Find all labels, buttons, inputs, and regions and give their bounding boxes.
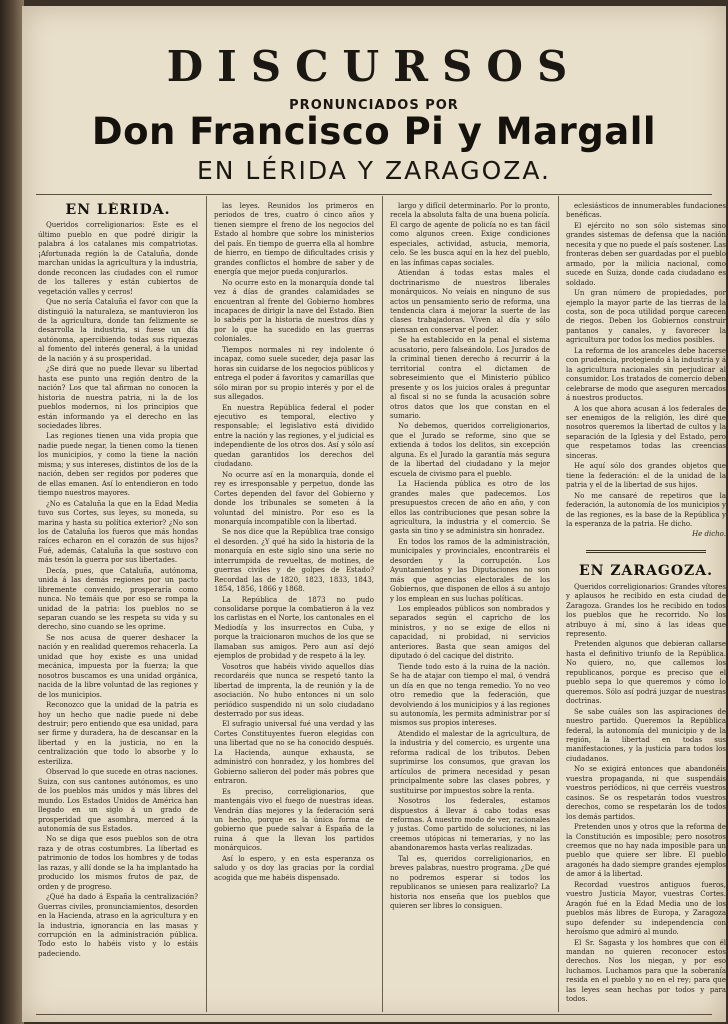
column-3 — [390, 202, 550, 1014]
paragraph: No se diga que esos pueblos son de otra raza y de otras costumbres. La libertad es patrimonio de todos los hombres y de todas las razas, y allí donde se la ha implantado ha producido los mismos frutos de paz, de orden y de progreso. — [38, 835, 198, 891]
subtitle: PRONUNCIADOS POR — [289, 98, 459, 113]
paragraph: Tal es, queridos correligionarios, en breves palabras, nuestro programa. ¿De qué no podremos esperar si todos los republicanos se uniesen para realizarlo? La historia nos enseña que los pueblos que quieren ser libres lo consiguen. — [390, 854, 550, 911]
paragraph: No debemos, queridos correligionarios, que el Jurado se reforme, sino que se extienda á todos los delitos, sin excepción alguna. Es el Jurado la garantía más segura de la libertad del ciudadano y la mejor escuela de civismo para el pueblo. — [390, 422, 550, 478]
column-divider — [382, 196, 383, 1012]
paragraph: En nuestra República federal el poder ejecutivo es temporal, electivo y responsable; el legislativo está dividido entre la nación y las regiones, y el judicial es independiente de los otros dos. Así y sólo así quedan garantidos los derechos del ciudadano. — [214, 403, 374, 469]
header-rule — [36, 194, 712, 195]
paragraph: No se exigirá entonces que abandonéis vuestra propaganda, ni que suspendáis vuestros periódicos, ni que cerréis vuestros casinos. Se os respetarán todos vuestros derechos, como se respetarán los de todos los demás partidos. — [566, 765, 726, 821]
paragraph: Se sabe cuáles son las aspiraciones de nuestro partido. Queremos la República federal, la autonomía del municipio y de la región, la libertad en todas sus manifestaciones, y la justicia para todos los ciudadanos. — [566, 707, 726, 763]
paragraph: A los que ahora acusan á los federales de ser enemigos de la religión, les diré que nosotros queremos la libertad de cultos y la separación de la Iglesia y del Estado, pero que respetamos todas las creencias sinceras. — [566, 404, 726, 460]
paragraph: La República de 1873 no pudo consolidarse porque la combatieron á la vez los carlistas en el Norte, los cantonales en el Mediodía y los insurrectos en Cuba, y porque la traicionaron muchos de los que se llamaban sus amigos. Pero aun así dejó ejemplos de probidad y de respeto á la ley. — [214, 595, 374, 661]
paragraph: Atendido el malestar de la agricultura, de la industria y del comercio, es urgente una reforma radical de los tributos. Deben suprimirse los consumos, que gravan los artículos de primera necesidad y pesan principalmente sobre las clases pobres, y sustituirse por impuestos sobre la renta. — [390, 729, 550, 795]
places-line: EN LÉRIDA Y ZARAGOZA. — [196, 156, 552, 185]
paragraph: El sufragio universal fué una verdad y las Cortes Constituyentes fueron elegidas con una libertad que no se ha conocido después. La Hacienda, aunque exhausta, se administró con honradez, y los hombres del Gobierno salieron del poder más pobres que entraron. — [214, 720, 374, 786]
paragraph: eclesiásticos de innumerables fundaciones benéficas. — [566, 202, 726, 220]
paragraph: Pretenden algunos que debieran callarse hasta el definitivo triunfo de la República. No quiero, no, que callemos los republicanos, porque es preciso que el pueblo sepa lo que queremos y cómo lo queremos. Sólo así podrá juzgar de nuestras doctrinas. — [566, 640, 726, 706]
masthead — [22, 6, 726, 196]
paragraph: No ocurre así en la monarquía, donde el rey es irresponsable y perpetuo, donde las Cortes dependen del favor del Gobierno y donde los tribunales se someten á la voluntad del ministro. Por eso es la monarquía incompatible con la libertad. — [214, 470, 374, 526]
paragraph: La reforma de los aranceles debe hacerse con prudencia, protegiendo á la industria y á la agricultura nacionales sin perjudicar al consumidor. Los tratados de comercio deben celebrarse de modo que aseguren mercados á nuestros productos. — [566, 346, 726, 403]
footer-rule — [36, 1014, 712, 1015]
paragraph: Queridos correligionarios: Grandes vítores y aplausos he recibido en esta ciudad de Zaragoza. Grandes los he recibido en todos los pueblos que he recorrido. No los atribuyo á mí, sino á las ideas que represento. — [566, 582, 726, 639]
paragraph: Nosotros los federales, estamos dispuestos á llevar á cabo todas esas reformas. A nuestro modo de ver, racionales y justas. Como partido de soluciones, ni las creemos utópicas ni temerarias, y no las abandonaremos hasta verlas realizadas. — [390, 797, 550, 853]
column-divider — [206, 196, 207, 1012]
paragraph: ¿Se dirá que no puede llevar su libertad hasta ese punto una región dentro de la nación? Los que tal afirman no conocen la historia de nuestra patria, ni la de los pueblos modernos, ni los principios que están informando ya el derecho en las sociedades libres. — [38, 365, 198, 430]
paragraph: Pretenden unos y otros que la reforma de la Constitución es imposible; pero nosotros creemos que no hay nada imposible para un pueblo que quiere ser libre. El pueblo aragonés ha dado siempre grandes ejemplos de amor á la libertad. — [566, 823, 726, 879]
paragraph: Queridos correligionarios: Este es el último pueblo en que podré dirigir la palabra á los catalanes mis compatriotas. ¡Afortunada región la de Cataluña, donde marchan unidas la agricultura y la industria, donde reconcen las ciudades con el rumor de los talleres y están cubiertos de vegetación valles y cerros! — [38, 221, 198, 296]
paragraph: ¿Qué ha dado á España la centralización? Guerras civiles, pronunciamientos, desorden en la Hacienda, atraso en la agricultura y en la industria, ignorancia en las masas y corrupción en la administración pública. Todo esto lo habéis visto y lo estáis padeciendo. — [38, 893, 198, 958]
speaker-name: Don Francisco Pi y Margall — [91, 110, 657, 153]
paragraph: Así lo espero, y en esta esperanza os saludo y os doy las gracias por la cordial acogida que me habéis dispensado. — [214, 854, 374, 882]
paragraph: Las regiones tienen una vida propia que nadie puede negar, la tienen como la tienen los municipios, y como la tiene la nación misma; y sus intereses, distintos de los de la nación, deben ser regidos por poderes que de ellas emanen. Así lo entendieron en todo tiempo nuestros mayores. — [38, 432, 198, 498]
newspaper-page — [22, 6, 726, 1022]
column-2 — [214, 202, 374, 1014]
paragraph: Un gran número de propiedades, por ejemplo la mayor parte de las tierras de la costa, son de poca utilidad porque carecen de riegos. Deben los Gobiernos construir pantanos y canales, y favorecer la agricultura por todos los medios posibles. — [566, 289, 726, 345]
paragraph: La Hacienda pública es otro de los grandes males que padecemos. Los presupuestos crecen de año en año, y con ellos las contribuciones que pesan sobre la agricultura, la industria y el comercio. Se gasta sin tino y se administra sin honradez. — [390, 480, 550, 536]
column-divider — [558, 196, 559, 1012]
paragraph: las leyes. Reunidos los primeros en periodos de tres, cuatro ó cinco años y tienen siempre el freno de los negocios del Estado al hombre que sobre los ministerios del país. En tiempo de guerra ella al hombre de hierro, en tiempo de dificultades crisis y grandes conflictos el hombre de saber y de energía que mejor pueda conjurarlos. — [214, 202, 374, 277]
paragraph: Reconozco que la unidad de la patria es hoy un hecho que nadie puede ni debe destruir; pero entiendo que esa unidad, para ser firme y duradera, ha de descansar en la libertad y en la justicia, no en la centralización que todo lo absorbe y lo esteriliza. — [38, 701, 198, 766]
paragraph: Que no sería Cataluña el favor con que la distinguió la naturaleza, se mantuvieron los de la agricultura, donde tan felizmente se desarrolla la industria, si fuese un día autónoma, apercibiendo todas sus riquezas al fomento del interés general, á la unidad de la nación y á su prosperidad. — [38, 298, 198, 363]
section-heading-zaragoza: EN ZARAGOZA. — [578, 563, 714, 580]
column-1 — [38, 202, 198, 1014]
paragraph: Observad lo que sucede en otras naciones. Suiza, con sus cantones autónomos, es uno de los pueblos más unidos y más libres del mundo. Los Estados Unidos de América han llegado en un siglo á un grado de prosperidad que asombra, merced á la autonomía de sus Estados. — [38, 768, 198, 833]
paragraph: Atiendan á todas estas males el doctrinarismo de nuestros liberales monárquicos. No veíais en ninguno de sus actos un pensamiento serio de reforma, una tendencia clara á mejorar la suerte de las clases trabajadoras. Viven al día y sólo piensan en conservar el poder. — [390, 269, 550, 334]
paragraph: Se nos dice que la República trae consigo el desorden. ¿Y qué ha sido la historia de la monarquía en este siglo sino una serie no interrumpida de revueltas, de motines, de guerras civiles y de golpes de Estado? Recordad las de 1820, 1823, 1833, 1843, 1854, 1856, 1866 y 1868. — [214, 528, 374, 594]
paragraph: Decía, pues, que Cataluña, autónoma, unida á las demás regiones por un pacto libremente convenido, prosperaría como nunca. No temáis que por eso se rompa la unidad de la patria: los pueblos no se separan cuando se les respeta su vida y su derecho, sino cuando se les oprime. — [38, 566, 198, 632]
paragraph: El Sr. Sagasta y los hombres que con él mandan no quieren reconocer estos derechos. Nos los niegan, y por eso luchamos. Luchamos para que la soberanía resida en el pueblo y no en el rey; para que las leyes sean hechas por todos y para todos. — [566, 938, 726, 1004]
paragraph: Se ha establecido en la penal el sistema acusatorio, pero falseándolo. Los Jurados de la criminal tienen derecho á recurrir á la territorial contra el dictamen de sobreseimiento que el Ministerio público presente y os los juicios orales á preguntar al fiscal si no se funda la acusación sobre otros datos que los que constan en el sumario. — [390, 336, 550, 420]
column-4 — [566, 202, 726, 1014]
paragraph: El ejército no son sólo sistemas sino grandes sistemas de defensa que la nación necesita y que no puede el país sostener. Las fronteras deben ser guardadas por el pueblo armado, por la milicia nacional, como sucede en Suiza, donde cada ciudadano es soldado. — [566, 221, 726, 287]
paragraph: No me cansaré de repetiros que la federación, la autonomía de los municipios y de las regiones, es la base de la República y la esperanza de la patria. He dicho. — [566, 491, 726, 528]
paragraph: Tiende todo esto á la ruina de la nación. Se ha de atajar con tiempo el mal, ó vendrá un día en que no tenga remedio. Yo no veo otro remedio que la federación, que devolviendo á los municipios y á las regiones su autonomía, les permita administrar por sí mismos sus propios intereses. — [390, 662, 550, 728]
paragraph: ¿No es Cataluña la que en la Edad Media tuvo sus Cortes, sus leyes, su moneda, su marina y hasta su política exterior? ¿No son los de Cataluña los fueros que más hondas raíces echaron en el corazón de sus hijos? Fué, además, Cataluña la que sostuvo con más tesón la guerra por sus libertades. — [38, 499, 198, 565]
paragraph: Recordad vuestros antiguos fueros, vuestro Justicia Mayor, vuestras Cortes. Aragón fué en la Edad Media uno de los pueblos más libres de Europa, y Zaragoza supo defender su independencia con heroísmo que admiró al mundo. — [566, 880, 726, 937]
section-divider — [566, 548, 726, 557]
paragraph: He aquí sólo dos grandes objetos que tiene la federación: el de la unidad de la patria y el de la libertad de sus hijos. — [566, 462, 726, 490]
paragraph: Los empleados públicos son nombrados y separados según el capricho de los ministros, y no se exige de ellos ni capacidad, ni probidad, ni servicios anteriores. Basta que sean amigos del diputado ó del cacique del distrito. — [390, 605, 550, 661]
signature: He dicho. — [692, 530, 726, 539]
paragraph: Es preciso, correligionarios, que mantengáis vivo el fuego de nuestras ideas. Vendrán días mejores y la federación será un hecho, porque es la única forma de gobierno que puede salvar á España de la ruina á que la llevan los partidos monárquicos. — [214, 787, 374, 853]
paragraph: Vosotros que habéis vivido aquellos días recordaréis que nunca se respetó tanto la libertad de imprenta, la de reunión y la de asociación. No hubo entonces ni un solo periódico suspendido ni un solo ciudadano desterrado por sus ideas. — [214, 662, 374, 719]
paragraph: No ocurre esto en la monarquía donde tal vez á días de grandes calamidades se encuentran al frente del Gobierno hombres incapaces de dirigir la nave del Estado. Bien lo sabéis por la historia de nuestros días y por lo que ha sucedido en las guerras coloniales. — [214, 278, 374, 344]
paragraph: Tiempos normales ni rey indolente ó incapaz, como suele suceder, deja pasar las horas sin cuidarse de los negocios públicos y entrega el poder á favoritos y camarillas que sólo miran por su propio interés y por el de sus allegados. — [214, 345, 374, 402]
main-title: DISCURSOS — [166, 42, 582, 91]
book-spine-shadow — [0, 0, 24, 1024]
paragraph: Se nos acusa de querer deshacer la nación y en realidad queremos rehacerla. La unidad que hoy existe es una unidad mecánica, impuesta por la fuerza; la que nosotros buscamos es una unidad orgánica, nacida de la libre voluntad de las regiones y de los municipios. — [38, 633, 198, 699]
section-heading-lerida: EN LÉRIDA. — [65, 202, 171, 218]
paragraph: largo y difícil determinarlo. Por lo pronto, recela la absoluta falta de una buena policía. El cargo de agente de policía no es tan fácil como algunos creen. Exige condiciones especiales, actividad, astucia, memoria, celo. Se les busca aquí en la hez del pueblo, en las ínfimas capas sociales. — [390, 202, 550, 267]
paragraph: En todos los ramos de la administración, municipales y provinciales, encontraréis el desorden y la corrupción. Los Ayuntamientos y las Diputaciones no son más que agencias electorales de los Gobiernos, que disponen de ellos á su antojo y los emplean en sus luchas políticas. — [390, 537, 550, 603]
double-rule — [586, 550, 706, 553]
